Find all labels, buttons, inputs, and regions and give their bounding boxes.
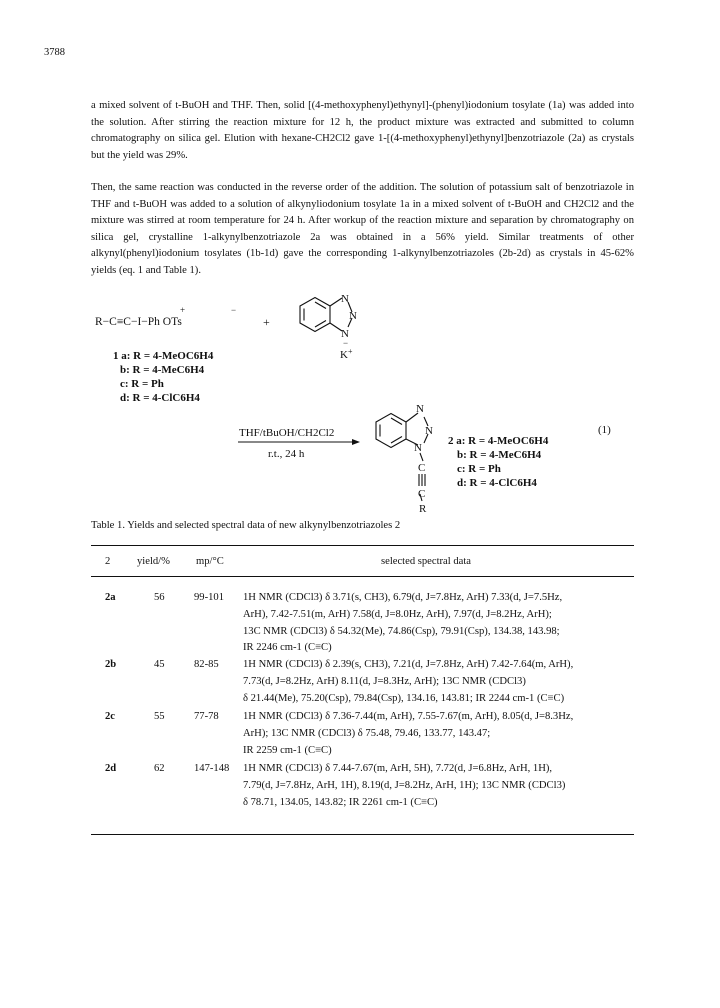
product-atom-c-2: C — [418, 488, 426, 500]
yield-cell: 45 — [154, 659, 165, 670]
table-row — [91, 590, 634, 657]
mp-cell: 99-101 — [194, 592, 225, 603]
spectral-line: 13C NMR (CDCl3) δ 54.32(Me), 74.86(Csp), 79.91(Csp), 134.38, 143.98; — [243, 625, 560, 637]
compound-id: 2c — [105, 711, 115, 722]
header-mp: mp/°C — [196, 556, 224, 567]
atom-n-right: N — [349, 310, 357, 322]
benzotriazole-anion-structure — [300, 298, 352, 332]
compound-id: 2d — [105, 763, 117, 774]
atom-n-top: N — [341, 293, 349, 305]
table-row — [91, 709, 634, 759]
charge-minus-n: − — [343, 338, 349, 348]
mp-cell: 147-148 — [194, 763, 230, 774]
table-top-rule — [91, 545, 634, 546]
product-atom-n-right: N — [425, 425, 433, 437]
spectral-line: δ 21.44(Me), 75.20(Csp), 79.84(Csp), 134.16, 143.81; IR 2244 cm-1 (C≡C) — [243, 692, 565, 704]
spectral-line: IR 2246 cm-1 (C≡C) — [243, 642, 332, 654]
arrow-head — [352, 439, 360, 445]
spectral-line: δ 78.71, 134.05, 143.82; IR 2261 cm-1 (C≡C) — [243, 796, 438, 808]
equation-number: (1) — [598, 424, 611, 436]
product-atom-n-top: N — [416, 403, 424, 415]
reagent-formula: R−C≡C−I−Ph OTs — [95, 316, 182, 328]
reagent-item-a: 1 a: R = 4-MeOC6H4 — [113, 350, 214, 362]
compound-id: 2b — [105, 659, 117, 670]
mp-cell: 77-78 — [194, 711, 219, 722]
header-yield: yield/% — [137, 556, 170, 567]
product-atom-c-1: C — [418, 462, 426, 474]
product-item-b: b: R = 4-MeC6H4 — [457, 449, 542, 461]
spectral-line: ArH), 7.42-7.51(m, ArH) 7.58(d, J=8.0Hz, ArH), 7.97(d, J=8.2Hz, ArH); — [243, 608, 552, 620]
conditions-top: THF/tBuOH/CH2Cl2 — [239, 427, 335, 439]
spectral-line: 1H NMR (CDCl3) δ 3.71(s, CH3), 6.79(d, J=7.8Hz, ArH) 7.33(d, J=7.5Hz, — [243, 592, 563, 603]
mp-cell: 82-85 — [194, 659, 219, 670]
header-spectral: selected spectral data — [381, 556, 471, 567]
table-bottom-rule — [91, 834, 634, 835]
header-compound: 2 — [105, 556, 111, 567]
product-item-a: 2 a: R = 4-MeOC6H4 — [448, 435, 549, 447]
conditions-bottom: r.t., 24 h — [268, 448, 305, 460]
paragraph-1: a mixed solvent of t-BuOH and THF. Then, solid [(4-methoxyphenyl)ethynyl]-(phenyl)iodonium tosylate (1a) was added into the solution. After stirring the reaction mixture for 12 h, the product mixture was extracted and submitted to column chromatography on silica gel. Elution with hexane-CH2Cl2 gave 1-[(4-methoxyphenyl)ethynyl]benzotriazole (2a) as crystals but the yield was 29%. — [91, 100, 634, 161]
product-atom-r: R — [419, 503, 427, 515]
spectral-data-cell — [243, 590, 635, 657]
compound-id: 2a — [105, 592, 116, 603]
spectral-line: 1H NMR (CDCl3) δ 7.44-7.67(m, ArH, 5H), 7.72(d, J=6.8Hz, ArH, 1H), — [243, 763, 553, 774]
spectral-data-cell — [243, 709, 635, 759]
table-header-rule — [91, 576, 634, 577]
spectral-line: 1H NMR (CDCl3) δ 2.39(s, CH3), 7.21(d, J=7.8Hz, ArH) 7.42-7.64(m, ArH), — [243, 659, 574, 670]
potassium-charge: + — [347, 347, 353, 356]
potassium-label — [340, 347, 353, 361]
table-caption: Table 1. Yields and selected spectral data of new alkynylbenzotriazoles 2 — [91, 520, 401, 531]
reagent-item-b: b: R = 4-MeC6H4 — [120, 364, 205, 376]
spectral-line: 7.73(d, J=8.2Hz, ArH) 8.11(d, J=8.3Hz, ArH); 13C NMR (CDCl3) — [243, 675, 526, 687]
reagent-item-c: c: R = Ph — [120, 378, 164, 390]
yield-cell: 56 — [154, 592, 165, 603]
spectral-line: IR 2259 cm-1 (C≡C) — [243, 744, 332, 756]
spectral-line: 1H NMR (CDCl3) δ 7.36-7.44(m, ArH), 7.55-7.67(m, ArH), 8.05(d, J=8.3Hz, — [243, 711, 574, 722]
paragraph-2: Then, the same reaction was conducted in the reverse order of the addition. The solution of potassium salt of benzotriazole in THF and t-BuOH was added to a solution of alkynyliodonium tosylate 1a in a mixed solvent of t-BuOH and CH2Cl2 and the mixture was stirred at room temperature for 24 h. After workup of the reaction mixture and separation by chromatography on silica gel, crystalline 1-alkynylbenzotriazole 2a was obtained in a 56% yield. Similar treatments of other alkynyl(phenyl)iodonium tosylates (1b-1d) gave the corresponding 1-alkynylbenzotriazoles (2b-2d) as crystals in 45-62% yields (eq. 1 and Table 1). — [91, 182, 634, 276]
charge-minus-ots: − — [231, 305, 237, 315]
spectral-line: 7.79(d, J=7.8Hz, ArH, 1H), 8.19(d, J=8.2Hz, ArH, 1H); 13C NMR (CDCl3) — [243, 779, 566, 791]
spectral-line: ArH); 13C NMR (CDCl3) δ 75.48, 79.46, 133.77, 143.47; — [243, 727, 491, 739]
product-atom-n-bottom: N — [414, 442, 422, 454]
yield-cell: 55 — [154, 711, 165, 722]
product-structure — [376, 413, 428, 501]
product-item-c: c: R = Ph — [457, 463, 501, 475]
table-row — [91, 657, 634, 707]
potassium-symbol: K — [340, 349, 348, 361]
spectral-data-cell — [243, 761, 635, 811]
plus-sign: + — [263, 315, 270, 329]
product-item-d: d: R = 4-ClC6H4 — [457, 477, 537, 489]
charge-plus-iodine: + — [180, 305, 186, 315]
page-number: 3788 — [44, 47, 65, 58]
yield-cell: 62 — [154, 763, 165, 774]
atom-n-bottom: N — [341, 328, 349, 340]
spectral-data-cell — [243, 657, 635, 707]
reagent-item-d: d: R = 4-ClC6H4 — [120, 392, 200, 404]
table-row — [91, 761, 634, 811]
